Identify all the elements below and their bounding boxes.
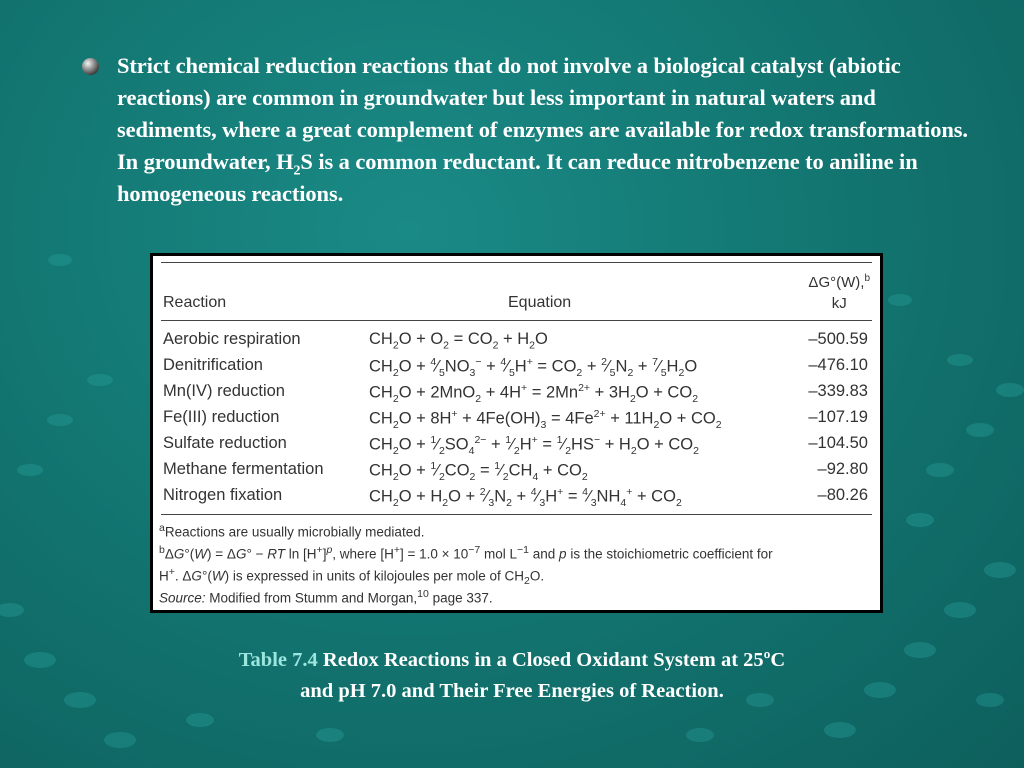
row-value: –104.50 bbox=[808, 434, 868, 452]
table-top-rule bbox=[161, 262, 872, 263]
footnote-source bbox=[159, 583, 876, 610]
row-name: Denitrification bbox=[163, 356, 263, 374]
row-name: Mn(IV) reduction bbox=[163, 382, 285, 400]
caption-text: Redox Reactions in a Closed Oxidant System at 25ºC bbox=[322, 649, 786, 671]
bullet-text-part2: S is a common reductant. It can reduce nitrobenzene to aniline in homogeneous reactions. bbox=[117, 149, 918, 206]
bullet-text bbox=[117, 50, 980, 210]
row-name: Sulfate reduction bbox=[163, 434, 287, 452]
footnote-source-text: Modified from Stumm and Morgan, bbox=[209, 590, 418, 606]
footnote-b: $^b$ΔG°(W) = ΔG° − RT $\ln [H^+]^p$, where $[H^+] = 1.0 \times 10^{-7}$ mol $L^{-1}$ and p is the stoichiometric coefficient for bbox=[159, 544, 773, 562]
row-value: –80.26 bbox=[817, 486, 868, 504]
header-free-energy-unit: kJ bbox=[831, 295, 847, 312]
row-value: –500.59 bbox=[808, 330, 868, 348]
row-value: –107.19 bbox=[808, 408, 868, 426]
caption-line2: and pH 7.0 and Their Free Energies of Reaction. bbox=[300, 680, 724, 702]
footnote-source-page: page 337. bbox=[432, 590, 493, 606]
footnote-b-cont: H+. ΔG°(W) is expressed in units of kilojoules per mole of $CH_2O$. bbox=[159, 566, 545, 588]
row-equation: $CH_2O + H_2O$ + $^2⁄_3N_2$ + $^4⁄_3H^+$ = $^4⁄_3NH_4^+ + CO_2$ bbox=[369, 486, 682, 509]
header-reaction: Reaction bbox=[163, 294, 227, 311]
footnote-b-mark: b bbox=[159, 544, 165, 556]
row-equation: $CH_2O$ + $^1⁄_2CO_2$ = $^1⁄_2CH_4 + CO_2$ bbox=[369, 460, 588, 483]
footnote-a-mark: a bbox=[159, 522, 165, 534]
row-equation: $CH_2O + 2MnO_2 + 4H^+ = 2Mn^{2+} + 3H_2O + CO_2$ bbox=[369, 382, 699, 405]
table-header-rule bbox=[161, 320, 872, 321]
row-value: –476.10 bbox=[808, 356, 868, 374]
table-row bbox=[163, 382, 870, 408]
header-free-energy-mark: b bbox=[864, 273, 870, 284]
row-name: Fe(III) reduction bbox=[163, 408, 280, 426]
row-name: Nitrogen fixation bbox=[163, 486, 283, 504]
row-name: Aerobic respiration bbox=[163, 330, 301, 348]
bullet-text-subscript: 2 bbox=[293, 163, 301, 179]
table-row bbox=[163, 434, 870, 460]
table-row bbox=[163, 408, 870, 434]
table-caption bbox=[0, 645, 1024, 707]
redox-table bbox=[150, 253, 883, 613]
header-free-energy bbox=[808, 268, 870, 314]
table-row bbox=[163, 356, 870, 382]
footnote-source-ref: 10 bbox=[417, 588, 429, 600]
header-free-energy-line1: ΔG°(W), bbox=[808, 274, 865, 291]
table-body-rule bbox=[161, 514, 872, 515]
table-row bbox=[163, 486, 870, 512]
table-row bbox=[163, 330, 870, 356]
bullet-text-part1: Strict chemical reduction reactions that do not involve a biological catalyst (abiotic reactions) are common in groundwater but less important in natural waters and sediments, where a great complement of enzymes are available for redox transformations. In groundwater, H bbox=[117, 53, 968, 174]
bullet-paragraph bbox=[80, 50, 980, 210]
table-row bbox=[163, 460, 870, 486]
header-equation: Equation bbox=[508, 294, 572, 311]
footnote-a-text: Reactions are usually microbially mediated. bbox=[164, 524, 425, 540]
row-name: Methane fermentation bbox=[163, 460, 324, 478]
row-equation: $CH_2O$ + $^4⁄_5NO_3^-$ + $^4⁄_5H^+ = CO_2$ + $^2⁄_5N_2$ + $^7⁄_5H_2O$ bbox=[369, 356, 698, 379]
footnote-source-label: Source: bbox=[159, 590, 206, 606]
row-equation: $CH_2O + O_2 = CO_2 + H_2O$ bbox=[369, 330, 548, 352]
row-equation: $CH_2O + 8H^+ + 4Fe(OH)_3 = 4Fe^{2+} + 11H_2O + CO_2$ bbox=[369, 408, 722, 431]
caption-label: Table 7.4 bbox=[238, 649, 318, 671]
row-equation: $CH_2O$ + $^1⁄_2SO_4^{2-}$ + $^1⁄_2H^+$ = $^1⁄_2HS^- + H_2O + CO_2$ bbox=[369, 434, 699, 457]
row-value: –339.83 bbox=[808, 382, 868, 400]
bullet-icon bbox=[82, 58, 99, 75]
row-value: –92.80 bbox=[817, 460, 868, 478]
